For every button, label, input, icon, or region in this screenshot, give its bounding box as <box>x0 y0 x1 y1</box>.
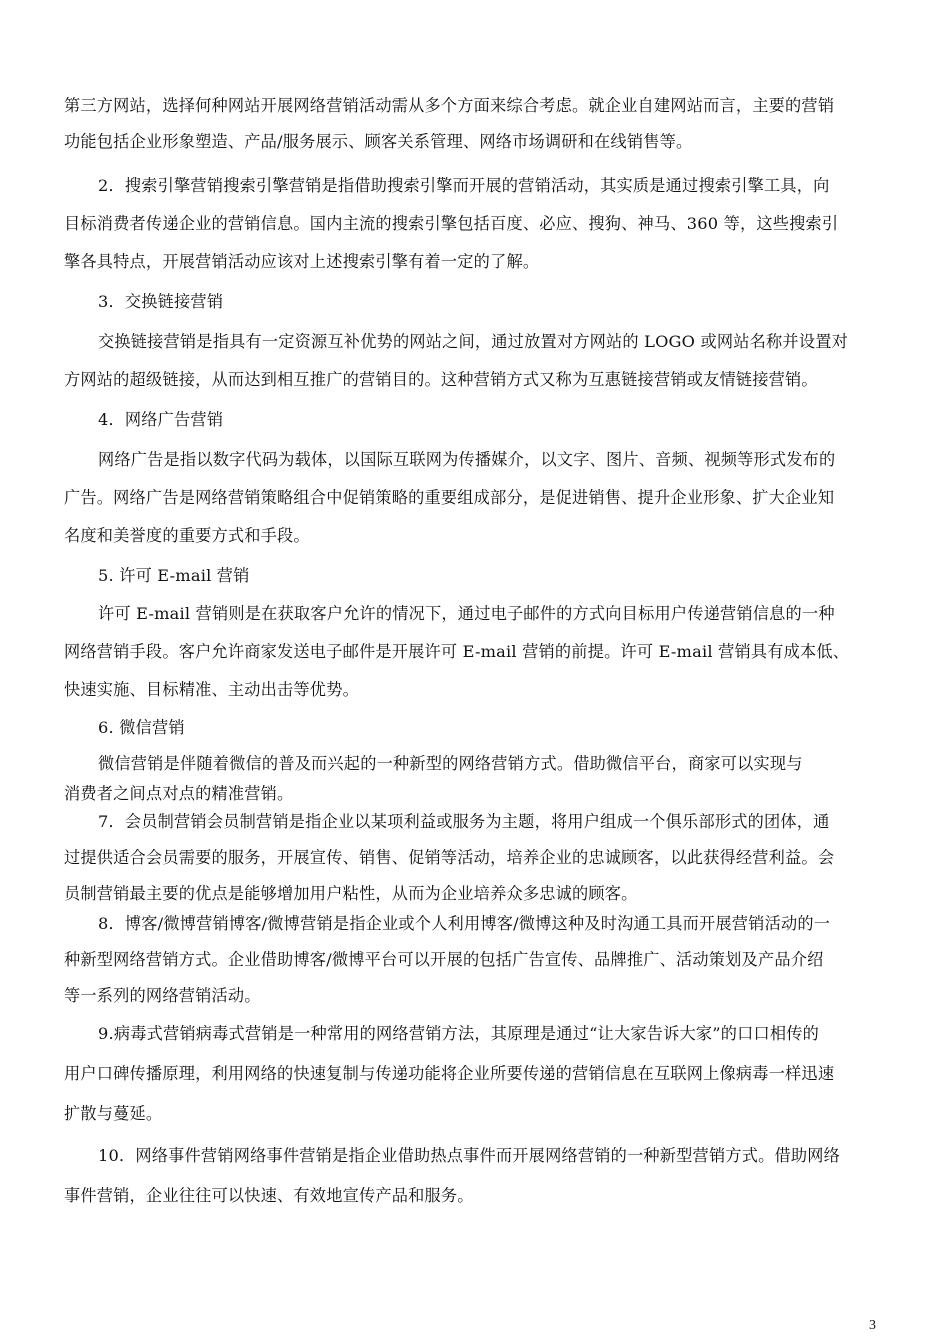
text-line: 第三方网站，选择何种网站开展网络营销活动需从多个方面来综合考虑。就企业自建网站而言，主要的营销 <box>64 96 835 115</box>
text-line: 擎各具特点，开展营销活动应该对上述搜索引擎有着一定的了解。 <box>64 252 540 271</box>
section-heading: 4．网络广告营销 <box>98 410 224 429</box>
text-line: 用户口碑传播原理，利用网络的快速复制与传递功能将企业所要传递的营销信息在互联网上像病毒一样迅速 <box>64 1064 835 1083</box>
page-number: 3 <box>869 1318 876 1333</box>
text-line: 过提供适合会员需要的服务，开展宣传、销售、促销等活动，培养企业的忠诚顾客，以此获得经营利益。会 <box>64 848 835 867</box>
section-heading: 5. 许可 E-mail 营销 <box>98 566 250 585</box>
section-heading: 6. 微信营销 <box>98 718 185 737</box>
text-line: 广告。网络广告是网络营销策略组合中促销策略的重要组成部分，是促进销售、提升企业形象、扩大企业知 <box>64 488 835 507</box>
text-line: 微信营销是伴随着微信的普及而兴起的一种新型的网络营销方式。借助微信平台，商家可以实现与 <box>98 754 803 773</box>
text-line: 事件营销，企业往往可以快速、有效地宣传产品和服务。 <box>64 1186 474 1205</box>
text-line: 10．网络事件营销网络事件营销是指企业借助热点事件而开展网络营销的一种新型营销方式。借助网络 <box>98 1146 841 1165</box>
text-line: 9.病毒式营销病毒式营销是一种常用的网络营销方法，其原理是通过“让大家告诉大家”的口口相传的 <box>98 1024 820 1043</box>
text-line: 交换链接营销是指具有一定资源互补优势的网站之间，通过放置对方网站的 LOGO 或网站名称并设置对 <box>98 332 848 351</box>
text-line: 方网站的超级链接，从而达到相互推广的营销目的。这种营销方式又称为互惠链接营销或友情链接营销。 <box>64 370 818 389</box>
section-heading: 3．交换链接营销 <box>98 292 224 311</box>
text-line: 功能包括企业形象塑造、产品/服务展示、顾客关系管理、网络市场调研和在线销售等。 <box>64 132 693 151</box>
text-line: 等一系列的网络营销活动。 <box>64 986 261 1005</box>
text-line: 许可 E-mail 营销则是在获取客户允许的情况下，通过电子邮件的方式向目标用户传递营销信息的一种 <box>98 604 835 623</box>
text-line: 消费者之间点对点的精准营销。 <box>64 784 294 803</box>
text-line: 网络广告是指以数字代码为载体，以国际互联网为传播媒介，以文字、图片、音频、视频等形式发布的 <box>98 450 836 469</box>
text-line: 员制营销最主要的优点是能够增加用户粘性，从而为企业培养众多忠诚的顾客。 <box>64 884 638 903</box>
text-line: 名度和美誉度的重要方式和手段。 <box>64 526 310 545</box>
text-line: 网络营销手段。客户允许商家发送电子邮件是开展许可 E-mail 营销的前提。许可 E-mail 营销具有成本低、 <box>64 642 850 661</box>
text-line: 扩散与蔓延。 <box>64 1104 163 1123</box>
text-line: 2．搜索引擎营销搜索引擎营销是指借助搜索引擎而开展的营销活动，其实质是通过搜索引擎工具，向 <box>98 176 830 195</box>
text-line: 目标消费者传递企业的营销信息。国内主流的搜索引擎包括百度、必应、搜狗、神马、360 等，这些搜索引 <box>64 214 839 233</box>
text-line: 种新型网络营销方式。企业借助博客/微博平台可以开展的包括广告宣传、品牌推广、活动策划及产品介绍 <box>64 950 824 969</box>
text-line: 快速实施、目标精准、主动出击等优势。 <box>64 680 359 699</box>
text-line: 8．博客/微博营销博客/微博营销是指企业或个人利用博客/微博这种及时沟通工具而开展营销活动的一 <box>98 914 831 933</box>
text-line: 7．会员制营销会员制营销是指企业以某项利益或服务为主题，将用户组成一个俱乐部形式的团体，通 <box>98 812 830 831</box>
